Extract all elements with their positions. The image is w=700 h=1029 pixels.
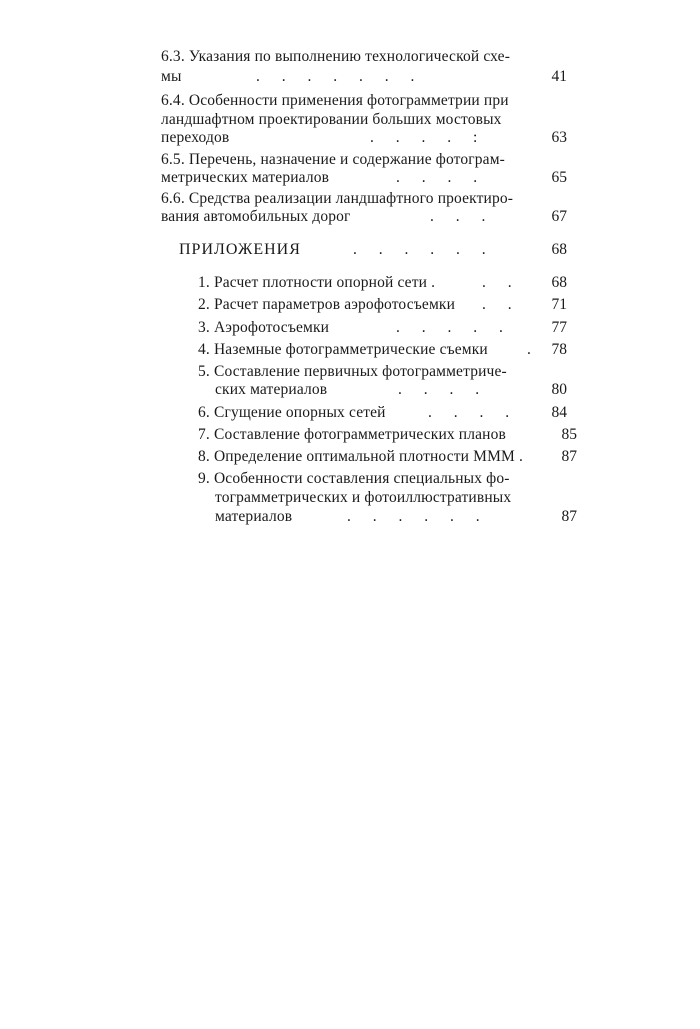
appendix-heading: ПРИЛОЖЕНИЯ bbox=[179, 241, 301, 258]
toc-entry-6-3-line-1: 6.3. Указания по выполнению технологической схе- bbox=[161, 48, 511, 65]
appendix-item-7: 7. Составление фотограмметрических планов bbox=[198, 426, 506, 443]
appendix-item-5-line-1: 5. Составление первичных фотограмметриче- bbox=[198, 363, 507, 380]
toc-entry-6-3-page: 41 bbox=[551, 68, 567, 85]
appendix-item-4-page: 78 bbox=[551, 341, 567, 358]
toc-entry-6-6-page: 67 bbox=[551, 208, 567, 225]
appendix-item-9-leaders: . . . . . . bbox=[347, 508, 480, 525]
appendix-item-9-page: 87 bbox=[561, 508, 577, 525]
appendix-heading-page: 68 bbox=[551, 241, 567, 258]
toc-entry-6-6-line-2: вания автомобильных дорог bbox=[161, 208, 351, 225]
appendix-item-8: 8. Определение оптимальной плотности МММ . bbox=[198, 448, 523, 465]
toc-entry-6-4-line-1: 6.4. Особенности применения фотограмметрии при bbox=[161, 92, 509, 109]
appendix-item-9-line-1: 9. Особенности составления специальных фо- bbox=[198, 470, 510, 487]
appendix-item-3-leaders: . . . . . bbox=[396, 319, 503, 336]
toc-entry-6-5-line-1: 6.5. Перечень, назначение и содержание фотограм- bbox=[161, 151, 505, 168]
appendix-item-9-line-3: материалов bbox=[215, 508, 293, 525]
appendix-item-3-page: 77 bbox=[551, 319, 567, 336]
toc-entry-6-4-line-3: переходов bbox=[161, 129, 230, 146]
toc-entry-6-5-page: 65 bbox=[551, 169, 567, 186]
appendix-item-2: 2. Расчет параметров аэрофотосъемки bbox=[198, 296, 456, 313]
toc-entry-6-5-leaders: . . . . bbox=[396, 169, 478, 186]
toc-entry-6-6-line-1: 6.6. Средства реализации ландшафтного проектиро- bbox=[161, 190, 514, 207]
appendix-item-1-page: 68 bbox=[551, 274, 567, 291]
toc-entry-6-6-leaders: . . . bbox=[430, 208, 486, 225]
appendix-item-6-leaders: . . . . bbox=[428, 404, 510, 421]
appendix-item-1: 1. Расчет плотности опорной сети . bbox=[198, 274, 436, 291]
appendix-item-1-leaders: . . bbox=[482, 274, 512, 291]
appendix-item-5-page: 80 bbox=[551, 381, 567, 398]
appendix-item-5-leaders: . . . . bbox=[398, 381, 480, 398]
toc-entry-6-4-page: 63 bbox=[551, 129, 567, 146]
appendix-heading-leaders: . . . . . . bbox=[353, 241, 486, 258]
appendix-item-8-page: 87 bbox=[561, 448, 577, 465]
toc-entry-6-3-leaders: . . . . . . . bbox=[256, 68, 415, 85]
appendix-item-5-line-2: ских материалов bbox=[215, 381, 328, 398]
toc-entry-6-4-leaders: . . . . : bbox=[370, 129, 478, 146]
toc-entry-6-3-line-2: мы bbox=[161, 68, 182, 85]
appendix-item-6: 6. Сгущение опорных сетей bbox=[198, 404, 386, 421]
appendix-item-2-leaders: . . bbox=[482, 296, 512, 313]
appendix-item-6-page: 84 bbox=[551, 404, 567, 421]
appendix-item-4-leaders: . bbox=[527, 341, 531, 358]
appendix-item-4: 4. Наземные фотограмметрические съемки bbox=[198, 341, 488, 358]
appendix-item-9-line-2: тограмметрических и фотоиллюстративных bbox=[215, 489, 512, 506]
appendix-item-7-page: 85 bbox=[561, 426, 577, 443]
toc-entry-6-4-line-2: ландшафтном проектировании больших мостовых bbox=[161, 111, 502, 128]
appendix-item-2-page: 71 bbox=[551, 296, 567, 313]
appendix-item-3: 3. Аэрофотосъемки bbox=[198, 319, 330, 336]
toc-entry-6-5-line-2: метрических материалов bbox=[161, 169, 330, 186]
